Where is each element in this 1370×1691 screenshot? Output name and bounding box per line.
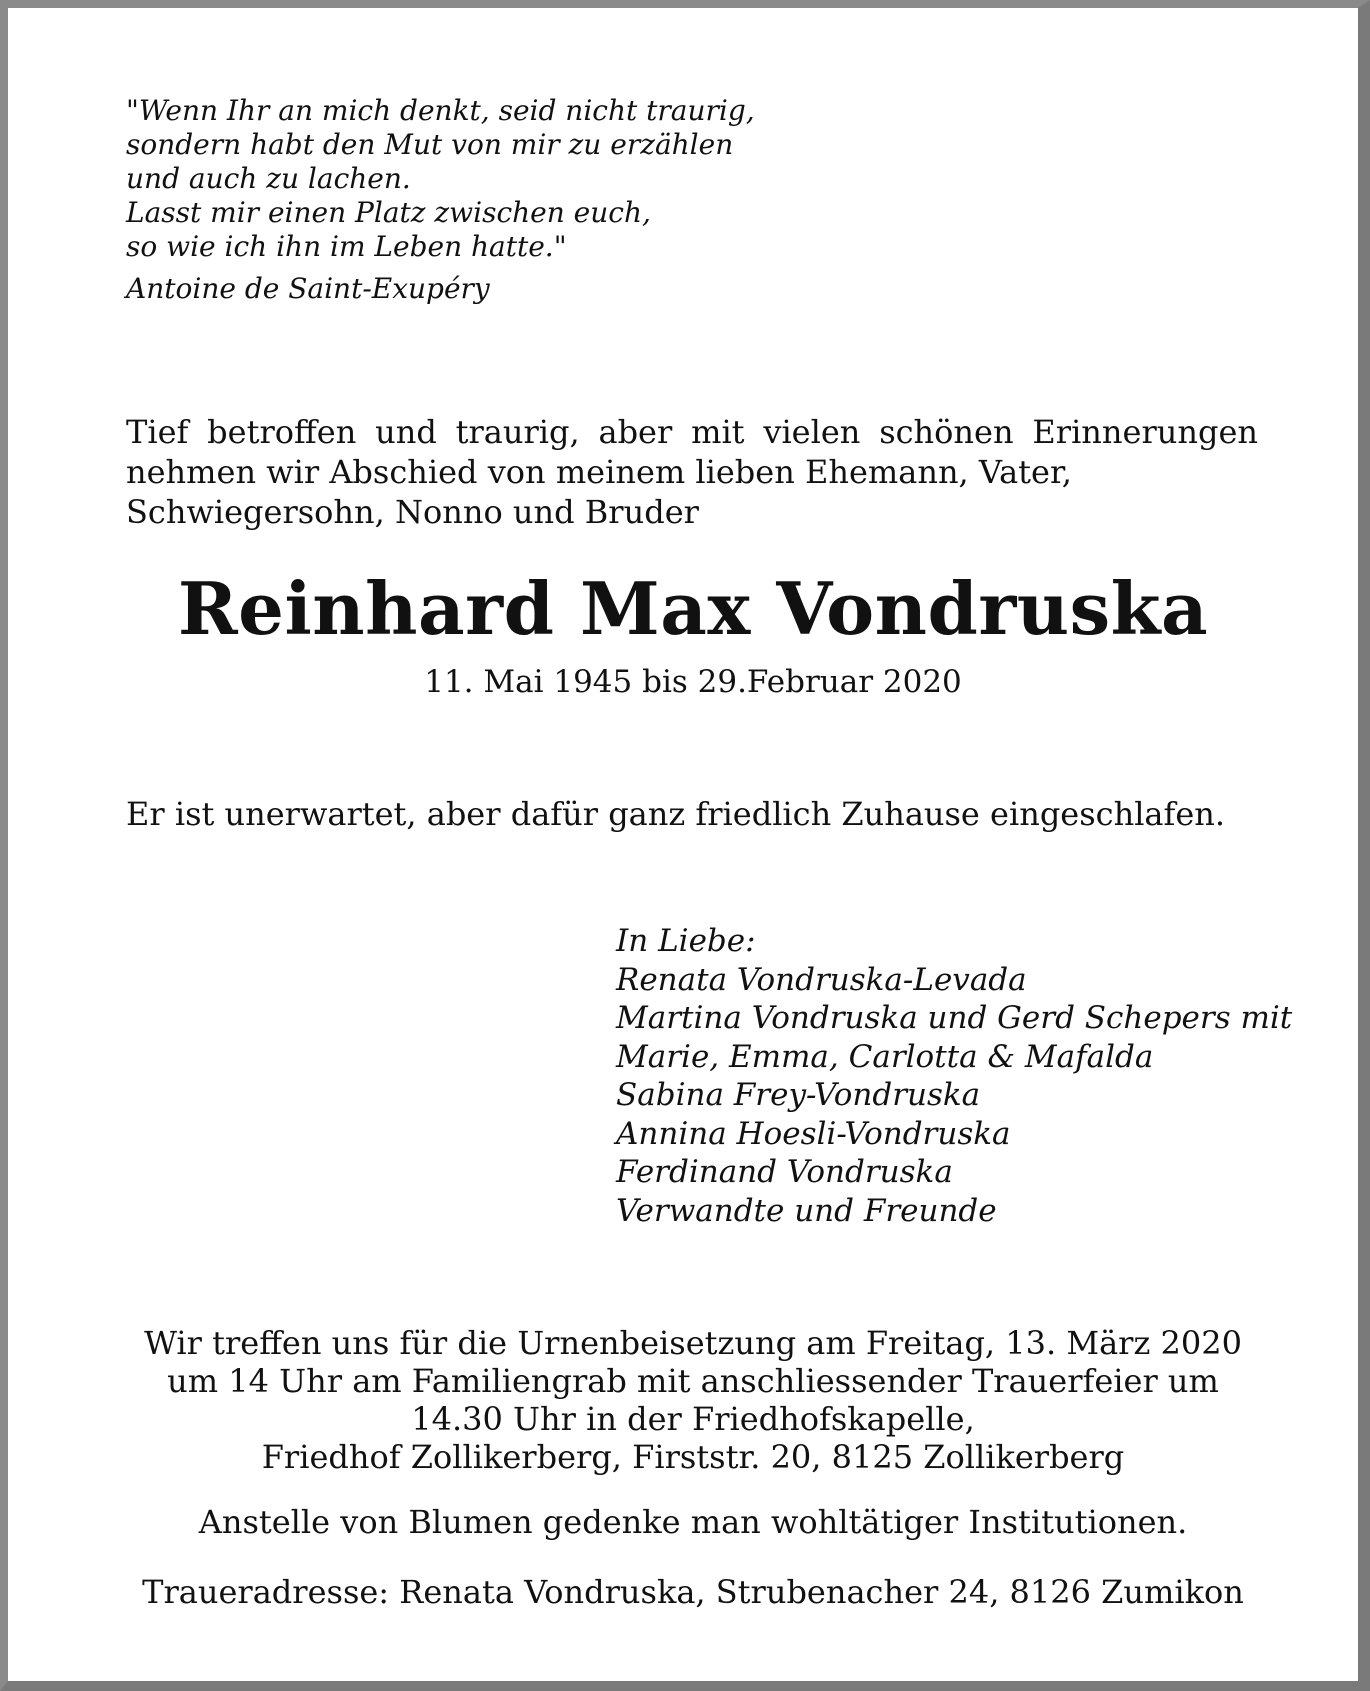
family-member: Ferdinand Vondruska <box>616 1154 953 1190</box>
mourning-address: Traueradresse: Renata Vondruska, Strubenacher 24, 8126 Zumikon <box>142 1573 1244 1611</box>
family-member: Marie, Emma, Carlotta & Mafalda <box>616 1038 1154 1075</box>
family-member: Annina Hoesli-Vondruska <box>616 1115 1011 1152</box>
ceremony-info <box>8 1324 1370 1476</box>
flowers-note: Anstelle von Blumen gedenke man wohltätiger Institutionen. <box>198 1503 1188 1541</box>
family-member: Sabina Frey-Vondruska <box>616 1077 981 1113</box>
ceremony-line: Wir treffen uns für die Urnenbeisetzung am Freitag, 13. März 2020 <box>144 1324 1242 1362</box>
intro-line: nehmen wir Abschied von meinem lieben Ehemann, Vater, <box>126 453 1072 491</box>
quote-line: und auch zu lachen. <box>126 162 411 195</box>
quote-line: so wie ich ihn im Leben hatte." <box>126 230 567 263</box>
quote-line: Lasst mir einen Platz zwischen euch, <box>126 196 651 229</box>
family-list <box>616 922 1292 1230</box>
quote-author: Antoine de Saint-Exupéry <box>126 272 490 305</box>
ceremony-line: Friedhof Zollikerberg, Firststr. 20, 8125 Zollikerberg <box>261 1438 1125 1476</box>
intro-line: Tief betroffen und traurig, aber mit vielen schönen Erinnerungen <box>126 413 1258 451</box>
passing-text: Er ist unerwartet, aber dafür ganz friedlich Zuhause eingeschlafen. <box>126 795 1226 833</box>
family-member: Martina Vondruska und Gerd Schepers mit <box>616 1000 1293 1036</box>
quote-line: sondern habt den Mut von mir zu erzählen <box>126 128 734 161</box>
intro-line: Schwiegersohn, Nonno und Bruder <box>126 493 699 531</box>
ceremony-line: um 14 Uhr am Familiengrab mit anschliessender Trauerfeier um <box>167 1362 1219 1400</box>
intro-paragraph <box>126 412 1258 532</box>
ceremony-line: 14.30 Uhr in der Friedhofskapelle, <box>411 1400 975 1438</box>
quote-block <box>126 94 755 306</box>
family-member: Verwandte und Freunde <box>616 1192 997 1229</box>
quote-line: "Wenn Ihr an mich denkt, seid nicht traurig, <box>126 94 755 127</box>
deceased-name: Reinhard Max Vondruska <box>177 566 1209 651</box>
life-dates: 11. Mai 1945 bis 29.Februar 2020 <box>424 664 962 700</box>
family-member: Renata Vondruska-Levada <box>616 961 1027 998</box>
family-heading: In Liebe: <box>616 923 756 959</box>
